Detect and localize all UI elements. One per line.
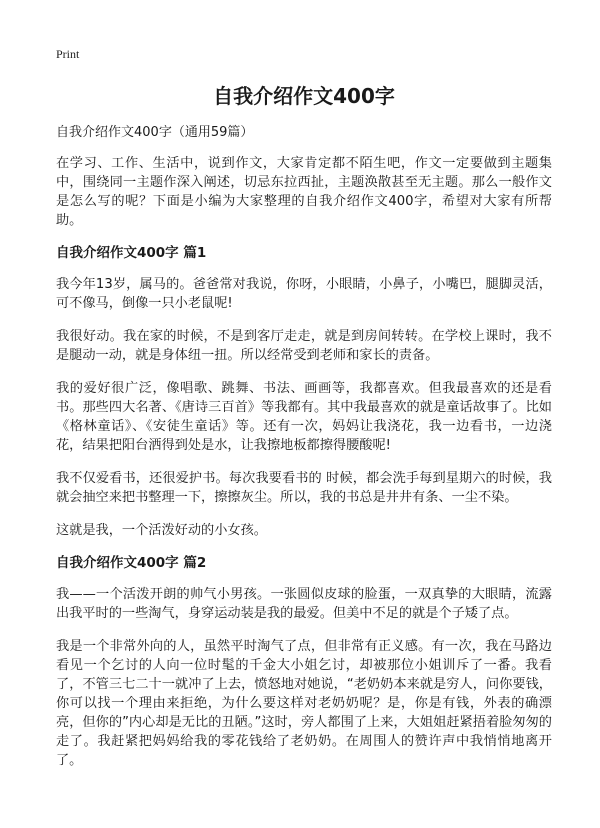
section-2 (56, 554, 552, 770)
section-2-paragraph-1: 我——一个活泼开朗的帅气小男孩。一张圆似皮球的脸蛋，一双真挚的大眼睛，流露出我平时的一些淘气，身穿运动装是我的最爱。但美中不足的就是个子矮了点。 (56, 587, 552, 621)
section-heading: 自我介绍作文400字 篇1 (56, 245, 207, 261)
page-title: 自我介绍作文400字 (213, 84, 395, 108)
print-link[interactable]: Print (56, 47, 80, 61)
section-1-paragraph-5: 这就是我，一个活泼好动的小女孩。 (56, 523, 267, 538)
section-2-paragraph-2: 我是一个非常外向的人，虽然平时淘气了点，但非常有正义感。有一次，我在马路边看见一个乞讨的人向一位时髦的千金大小姐乞讨，却被那位小姐训斥了一番。我看了，不管三七二十一就冲了上去，愤怒地对她说，“老奶奶本来就是穷人，问你要钱，你可以找一个理由来拒绝，为什么要这样对老奶奶呢？是，你是有钱，外表的确漂亮，但你的”内心却是无比的丑陋。”这时，旁人都围了上来，大姐姐赶紧捂着脸匆匆的走了。我赶紧把妈妈给我的零花钱给了老奶奶。在周围人的赞许声中我悄悄地离开了。 (56, 639, 552, 768)
section-1-paragraph-4: 我不仅爱看书，还很爱护书。每次我要看书的 时候，都会洗手每到星期六的时候，我就会抽空来把书整理一下，擦擦灰尘。所以，我的书总是井井有条、一尘不染。 (56, 471, 552, 505)
section-heading: 自我介绍作文400字 篇2 (56, 555, 207, 571)
section-1 (56, 244, 552, 540)
intro-paragraph: 在学习、工作、生活中，说到作文，大家肯定都不陌生吧，作文一定要做到主题集中，围绕同一主题作深入阐述，切忌东拉西扯，主题涣散甚至无主题。那么一般作文是怎么写的呢？下面是小编为大家整理的自我介绍作文400字，希望对大家有所帮助。 (56, 156, 552, 228)
document-subtitle: 自我介绍作文400字（通用59篇） (56, 125, 254, 140)
section-1-paragraph-2: 我很好动。我在家的时候，不是到客厅走走，就是到房间转转。在学校上课时，我不是腿动一动，就是身体纽一扭。所以经常受到老师和家长的责备。 (56, 329, 552, 363)
section-1-paragraph-3: 我的爱好很广泛，像唱歌、跳舞、书法、画画等，我都喜欢。但我最喜欢的还是看书。那些四大名著、《唐诗三百首》等我都有。其中我最喜欢的就是童话故事了。比如《格林童话》、《安徒生童话》等。还有一次，妈妈让我浇花，我一边看书，一边浇花，结果把阳台洒得到处是水，让我擦地板都擦得腰酸呢! (56, 381, 552, 453)
section-1-paragraph-1: 我今年13岁，属马的。爸爸常对我说，你呀，小眼睛，小鼻子，小嘴巴，腿脚灵活，可不像马，倒像一只小老鼠呢! (56, 277, 552, 311)
